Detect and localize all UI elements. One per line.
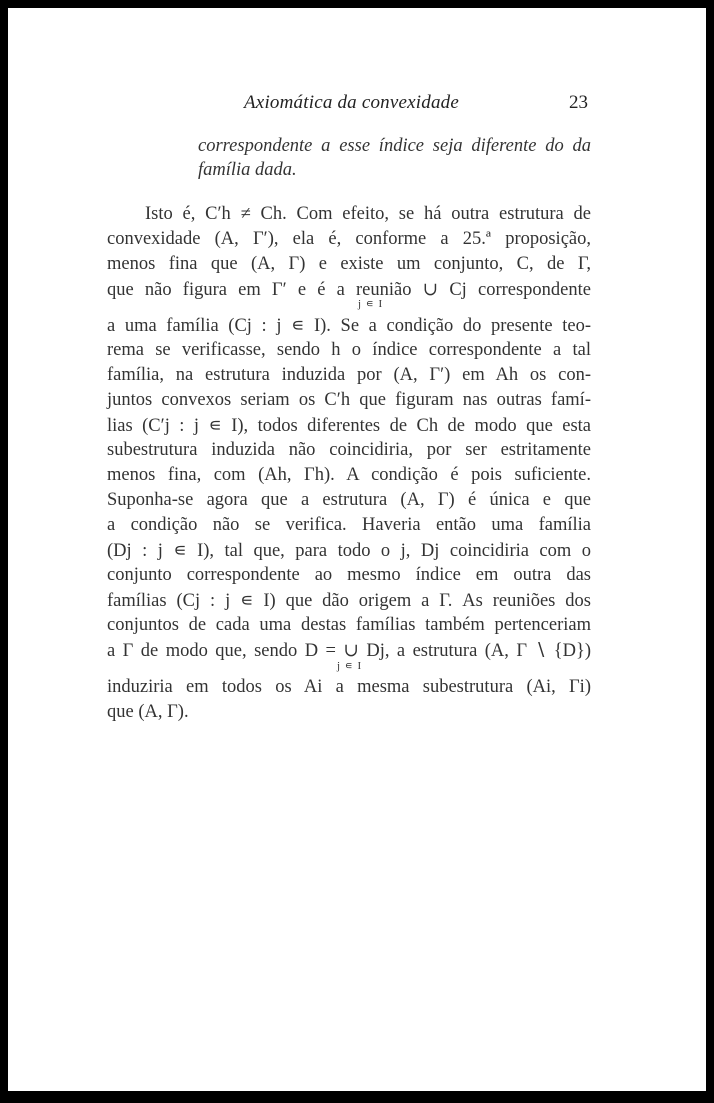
text-line-3: menos fina que (A, Γ) e existe um conjunto, C, de Γ, — [107, 254, 591, 274]
text-line-15: conjunto correspondente ao mesmo índice em outra das — [107, 565, 591, 585]
running-header-title: Axiomática da convexidade — [244, 92, 459, 113]
text-line-17: conjuntos de cada uma destas famílias também pertenceriam — [107, 615, 591, 635]
union-subscript-2: j ∊ I — [337, 660, 363, 672]
text-line-20: que (A, Γ). — [107, 702, 189, 722]
text-line-6: rema se verificasse, sendo h o índice correspondente a tal — [107, 340, 591, 360]
italic-line-2: família dada. — [198, 160, 297, 180]
text-line-1: Isto é, C′h ≠ Ch. Com efeito, se há outra estrutura de — [145, 204, 591, 224]
text-line-14: (Dj : j ∊ I), tal que, para todo o j, Dj coincidiria com o — [107, 541, 591, 561]
text-line-19: induziria em todos os Ai a mesma subestrutura (Ai, Γi) — [107, 677, 591, 697]
page-number: 23 — [569, 92, 588, 113]
text-line-18: a Γ de modo que, sendo D = ∪ Dj, a estrutura (A, Γ ∖ {D}) — [107, 641, 591, 661]
text-line-11: menos fina, com (Ah, Γh). A condição é pois suficiente. — [107, 465, 591, 485]
text-line-7: família, na estrutura induzida por (A, Γ′) em Ah os con- — [107, 365, 591, 385]
book-page — [8, 8, 706, 1091]
text-line-8: juntos convexos seriam os C′h que figuram nas outras famí- — [107, 390, 591, 410]
union-subscript-1: j ∊ I — [358, 298, 384, 310]
text-line-13: a condição não se verifica. Haveria então uma família — [107, 515, 591, 535]
text-line-5: a uma família (Cj : j ∊ I). Se a condição do presente teo- — [107, 316, 591, 336]
text-line-16: famílias (Cj : j ∊ I) que dão origem a Γ. As reuniões dos — [107, 591, 591, 611]
text-line-9: lias (C′j : j ∊ I), todos diferentes de Ch de modo que esta — [107, 416, 591, 436]
italic-line-1: correspondente a esse índice seja diferente do da — [198, 136, 591, 156]
text-line-2: convexidade (A, Γ′), ela é, conforme a 25.ª proposição, — [107, 229, 591, 249]
text-line-4: que não figura em Γ′ e é a reunião ∪ Cj correspondente — [107, 280, 591, 300]
text-line-12: Suponha-se agora que a estrutura (A, Γ) é única e que — [107, 490, 591, 510]
text-line-10: subestrutura induzida não coincidiria, por ser estritamente — [107, 440, 591, 460]
